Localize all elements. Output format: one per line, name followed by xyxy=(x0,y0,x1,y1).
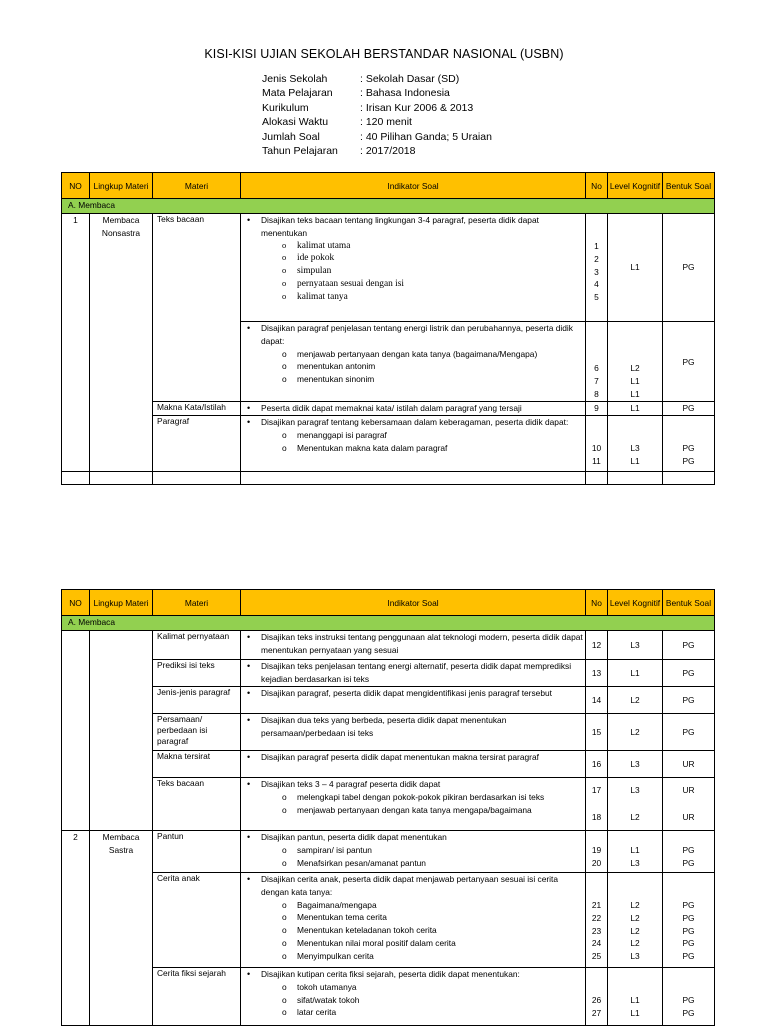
level-value: L2 xyxy=(630,363,640,373)
table-row xyxy=(62,873,715,968)
indicator-text: • Disajikan teks instruksi tentang penggunaan alat teknologi modern, peserta didik dapat menentukan pernyataan yang sesuai xyxy=(245,631,585,657)
cell-num: 14 xyxy=(586,687,608,714)
question-number: 4 xyxy=(594,279,599,290)
cell-level: L1 xyxy=(608,402,663,416)
cell-materi: Teks bacaan xyxy=(153,214,241,402)
question-number: 17 xyxy=(591,785,602,795)
indicator-text: • Disajikan pantun, peserta didik dapat menentukan xyxy=(245,831,585,844)
table-row xyxy=(62,968,715,1026)
question-number: 26 xyxy=(591,995,602,1005)
level-value: L2 xyxy=(630,925,640,936)
meta-label: Jumlah Soal xyxy=(262,130,320,143)
cell-level: L1 xyxy=(608,214,663,322)
cell-no: 2 xyxy=(62,831,90,1026)
sub-item: o menentukan sinonim xyxy=(245,373,585,386)
meta-value: : Sekolah Dasar (SD) xyxy=(360,73,460,85)
meta-value: : Irisan Kur 2006 & 2013 xyxy=(360,101,474,114)
cell-indikator xyxy=(241,660,586,687)
sub-item: o Bagaimana/mengapa xyxy=(245,899,585,912)
indicator-text: • Disajikan paragraf tentang kebersamaan dalam keberagaman, peserta didik dapat: xyxy=(245,416,585,429)
sub-item: o kalimat tanya xyxy=(245,291,585,304)
empty-cell xyxy=(586,472,608,485)
header-nomor: No xyxy=(586,173,608,199)
header-no: NO xyxy=(62,173,90,199)
table-header-row xyxy=(62,590,715,616)
bentuk-value: PG xyxy=(682,912,695,923)
cell-materi: Cerita fiksi sejarah xyxy=(153,968,241,1026)
empty-cell xyxy=(90,631,153,831)
question-number: 19 xyxy=(591,845,602,855)
question-number: 24 xyxy=(591,938,602,949)
sub-item: o Menentukan nilai moral positif dalam cerita xyxy=(245,937,585,950)
question-number: 25 xyxy=(591,951,602,962)
level-value: L2 xyxy=(630,912,640,923)
meta-row-school-type xyxy=(262,72,492,86)
bentuk-value: PG xyxy=(682,857,695,868)
bentuk-value: PG xyxy=(682,900,695,910)
question-number: 18 xyxy=(591,811,602,822)
empty-cell xyxy=(153,472,241,485)
cell-nums xyxy=(586,968,608,1026)
grid-table-1 xyxy=(61,172,715,485)
sub-item: o menjawab pertanyaan dengan kata tanya (bagaimana/Mengapa) xyxy=(245,348,585,361)
indicator-text: • Disajikan teks 3 – 4 paragraf peserta didik dapat xyxy=(245,778,585,791)
cell-materi: Teks bacaan xyxy=(153,778,241,831)
question-number: 5 xyxy=(594,292,599,303)
question-number: 11 xyxy=(592,455,601,466)
indicator-text: • Peserta didik dapat memaknai kata/ istilah dalam paragraf yang tersaji xyxy=(245,402,585,415)
header-materi: Materi xyxy=(153,590,241,616)
question-number: 23 xyxy=(591,925,602,936)
cell-indikator xyxy=(241,751,586,778)
meta-label: Jenis Sekolah xyxy=(262,73,328,85)
header-bentuk: Bentuk Soal xyxy=(663,590,715,616)
cell-materi: Makna tersirat xyxy=(153,751,241,778)
meta-label: Mata Pelajaran xyxy=(262,87,333,100)
cell-no: 1 xyxy=(62,214,90,472)
indicator-text: • Disajikan teks penjelasan tentang energi alternatif, peserta didik dapat memprediksi kejadian berdasarkan isi teks xyxy=(245,660,585,686)
cell-indikator xyxy=(241,873,586,968)
cell-levels xyxy=(608,968,663,1026)
question-number: 1 xyxy=(594,241,599,251)
level-value: L3 xyxy=(630,443,640,453)
cell-bentuk-list xyxy=(663,778,715,831)
bentuk-value: UR xyxy=(682,785,695,795)
question-number: 20 xyxy=(591,857,602,868)
cell-indikator xyxy=(241,416,586,472)
cell-num: 16 xyxy=(586,751,608,778)
table-row xyxy=(62,416,715,472)
cell-bentuk: UR xyxy=(663,751,715,778)
cell-indikator xyxy=(241,968,586,1026)
cell-lingkup: Membaca Sastra xyxy=(90,831,153,1026)
cell-materi: Paragraf xyxy=(153,416,241,472)
level-value: L2 xyxy=(630,938,640,949)
sub-item: o pernyataan sesuai dengan isi xyxy=(245,278,585,291)
cell-bentuk-list xyxy=(663,873,715,968)
cell-indikator xyxy=(241,778,586,831)
header-lingkup: Lingkup Materi xyxy=(90,590,153,616)
sub-item: o sifat/watak tokoh xyxy=(245,994,585,1007)
section-row xyxy=(62,199,715,214)
sub-item: o sampiran/ isi pantun xyxy=(245,844,585,857)
meta-value: : 40 Pilihan Ganda; 5 Uraian xyxy=(360,130,492,143)
cell-bentuk: PG xyxy=(663,402,715,416)
cell-indikator xyxy=(241,687,586,714)
cell-materi: Persamaan/ perbedaan isi paragraf xyxy=(153,714,241,751)
indicator-text: • Disajikan dua teks yang berbeda, peserta didik dapat menentukan persamaan/perbedaan isi teks xyxy=(245,714,585,740)
table-row xyxy=(62,402,715,416)
header-lingkup: Lingkup Materi xyxy=(90,173,153,199)
cell-bentuk: PG xyxy=(663,714,715,751)
meta-value: : Bahasa Indonesia xyxy=(360,87,450,100)
cell-nums xyxy=(586,416,608,472)
cell-levels xyxy=(608,322,663,402)
question-number: 6 xyxy=(594,363,599,373)
table-row xyxy=(62,714,715,751)
sub-item: o tokoh utamanya xyxy=(245,981,585,994)
section-row xyxy=(62,616,715,631)
header-level: Level Kognitif xyxy=(608,173,663,199)
header-level: Level Kognitif xyxy=(608,590,663,616)
empty-cell xyxy=(62,472,90,485)
level-value: L3 xyxy=(630,785,640,795)
document-title: KISI-KISI UJIAN SEKOLAH BERSTANDAR NASIONAL (USBN) xyxy=(204,47,564,61)
cell-nums xyxy=(586,873,608,968)
sub-item: o ide pokok xyxy=(245,252,585,265)
table-header-row xyxy=(62,173,715,199)
section-label: A. Membaca xyxy=(62,199,715,214)
sub-item: o menanggapi isi paragraf xyxy=(245,429,585,442)
level-value: L3 xyxy=(630,951,640,962)
cell-indikator xyxy=(241,402,586,416)
table-row xyxy=(62,687,715,714)
sub-item: o Menentukan keteladanan tokoh cerita xyxy=(245,924,585,937)
empty-cell xyxy=(241,472,586,485)
sub-item: o Menafsirkan pesan/amanat pantun xyxy=(245,857,585,870)
table-row xyxy=(62,831,715,873)
cell-materi: Makna Kata/Istilah xyxy=(153,402,241,416)
bentuk-value: PG xyxy=(682,455,695,466)
meta-row-subject xyxy=(262,86,492,100)
meta-row-questions xyxy=(262,130,492,144)
cell-indikator xyxy=(241,714,586,751)
level-value: L1 xyxy=(630,995,640,1005)
cell-nums xyxy=(586,322,608,402)
question-number: 2 xyxy=(594,253,599,264)
bentuk-value: PG xyxy=(682,443,695,453)
level-value: L3 xyxy=(630,857,640,868)
cell-num: 15 xyxy=(586,714,608,751)
level-value: L1 xyxy=(630,388,640,399)
sub-item: o kalimat utama xyxy=(245,240,585,253)
header-bentuk: Bentuk Soal xyxy=(663,173,715,199)
header-no: NO xyxy=(62,590,90,616)
cell-materi: Kalimat pernyataan xyxy=(153,631,241,660)
cell-bentuk: PG xyxy=(663,660,715,687)
cell-bentuk: PG xyxy=(663,687,715,714)
meta-label: Alokasi Waktu xyxy=(262,116,329,129)
cell-bentuk: PG xyxy=(663,631,715,660)
indicator-text: • Disajikan paragraf penjelasan tentang energi listrik dan perubahannya, peserta didik dapat: xyxy=(245,322,585,348)
header-materi: Materi xyxy=(153,173,241,199)
meta-row-time xyxy=(262,115,492,129)
level-value: L1 xyxy=(630,1007,640,1018)
header-indikator: Indikator Soal xyxy=(241,173,586,199)
cell-level: L3 xyxy=(608,751,663,778)
level-value: L2 xyxy=(630,900,640,910)
cell-bentuk-list xyxy=(663,831,715,873)
table-row-empty xyxy=(62,472,715,485)
cell-bentuk: PG xyxy=(663,214,715,322)
table-row xyxy=(62,751,715,778)
level-value: L1 xyxy=(630,845,640,855)
cell-bentuk: PG xyxy=(663,322,715,402)
empty-cell xyxy=(90,472,153,485)
bentuk-value: UR xyxy=(682,811,695,822)
cell-materi: Pantun xyxy=(153,831,241,873)
grid-table-2 xyxy=(61,589,715,1026)
cell-num: 13 xyxy=(586,660,608,687)
indicator-text: • Disajikan kutipan cerita fiksi sejarah, peserta didik dapat menentukan: xyxy=(245,968,585,981)
header-indikator: Indikator Soal xyxy=(241,590,586,616)
sub-item: o melengkapi tabel dengan pokok-pokok pikiran berdasarkan isi teks xyxy=(245,791,585,804)
question-number: 22 xyxy=(591,912,602,923)
cell-levels xyxy=(608,778,663,831)
bentuk-value: PG xyxy=(682,1007,695,1018)
sub-item: o Menentukan makna kata dalam paragraf xyxy=(245,442,585,455)
sub-item: o menentukan antonim xyxy=(245,360,585,373)
empty-cell xyxy=(608,472,663,485)
table-row xyxy=(62,631,715,660)
meta-value: : 120 menit xyxy=(360,116,412,129)
cell-level: L2 xyxy=(608,714,663,751)
level-value: L1 xyxy=(630,375,640,386)
cell-levels xyxy=(608,416,663,472)
empty-cell xyxy=(663,472,715,485)
empty-cell xyxy=(62,631,90,831)
question-number: 3 xyxy=(594,266,599,277)
question-number: 7 xyxy=(594,375,599,386)
table-row xyxy=(62,660,715,687)
cell-indikator xyxy=(241,322,586,402)
cell-num: 9 xyxy=(586,402,608,416)
level-value: L2 xyxy=(630,811,640,822)
sub-item: o menjawab pertanyaan dengan kata tanya mengapa/bagaimana xyxy=(245,804,585,817)
question-number: 27 xyxy=(591,1007,602,1018)
cell-materi: Prediksi isi teks xyxy=(153,660,241,687)
cell-levels xyxy=(608,873,663,968)
cell-indikator xyxy=(241,831,586,873)
bentuk-value: PG xyxy=(682,925,695,936)
cell-bentuk-list xyxy=(663,968,715,1026)
cell-nums xyxy=(586,778,608,831)
cell-indikator xyxy=(241,631,586,660)
cell-level: L2 xyxy=(608,687,663,714)
document-meta xyxy=(262,72,492,158)
table-row xyxy=(62,214,715,322)
meta-label: Kurikulum xyxy=(262,101,309,114)
meta-label: Tahun Pelajaran xyxy=(262,144,338,157)
question-number: 8 xyxy=(594,388,599,399)
question-number: 21 xyxy=(591,900,602,910)
question-number: 10 xyxy=(591,443,602,453)
cell-nums xyxy=(586,214,608,322)
cell-lingkup: Membaca Nonsastra xyxy=(90,214,153,472)
indicator-text: • Disajikan cerita anak, peserta didik dapat menjawab pertanyaan sesuai isi cerita dengan kata tanya: xyxy=(245,873,585,899)
cell-nums xyxy=(586,831,608,873)
meta-row-curriculum xyxy=(262,101,492,115)
level-value: L1 xyxy=(630,455,640,466)
section-label: A. Membaca xyxy=(62,616,715,631)
table-row xyxy=(62,778,715,831)
cell-level: L3 xyxy=(608,631,663,660)
sub-item: o simpulan xyxy=(245,265,585,278)
sub-item: o Menyimpulkan cerita xyxy=(245,950,585,963)
cell-bentuk-list xyxy=(663,416,715,472)
cell-level: L1 xyxy=(608,660,663,687)
indicator-text: • Disajikan teks bacaan tentang lingkungan 3-4 paragraf, peserta didik dapat menentukan xyxy=(245,214,585,240)
cell-indikator xyxy=(241,214,586,322)
bentuk-value: PG xyxy=(682,995,695,1005)
cell-materi: Cerita anak xyxy=(153,873,241,968)
cell-levels xyxy=(608,831,663,873)
sub-item: o Menentukan tema cerita xyxy=(245,911,585,924)
indicator-text: • Disajikan paragraf peserta didik dapat menentukan makna tersirat paragraf xyxy=(245,751,585,764)
cell-materi: Jenis-jenis paragraf xyxy=(153,687,241,714)
meta-value: : 2017/2018 xyxy=(360,144,416,157)
sub-item: o latar cerita xyxy=(245,1006,585,1019)
bentuk-value: PG xyxy=(682,845,695,855)
header-nomor: No xyxy=(586,590,608,616)
cell-num: 12 xyxy=(586,631,608,660)
bentuk-value: PG xyxy=(682,951,695,962)
bentuk-value: PG xyxy=(682,938,695,949)
meta-row-year xyxy=(262,144,492,158)
indicator-text: • Disajikan paragraf, peserta didik dapat mengidentifikasi jenis paragraf tersebut xyxy=(245,687,585,700)
